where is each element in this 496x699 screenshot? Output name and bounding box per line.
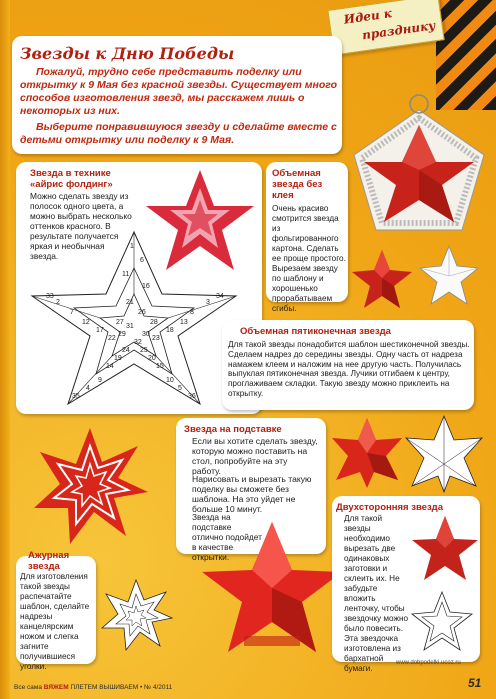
iris-num: 27	[116, 319, 124, 326]
footer-prefix: Все сама	[14, 684, 42, 691]
foil-text: Очень красиво смотрится звезда из фольгированного картона. Сделать ее проще простого. Вырезаем звезду по шаблону и хорошенько прорабатываем сгибы.	[272, 204, 346, 313]
foil-red-star	[350, 248, 414, 310]
iris-num: 23	[152, 335, 160, 342]
iris-num: 19	[114, 355, 122, 362]
tag-line-1: Идеи к	[342, 6, 393, 27]
iris-text: Можно сделать звезду из полосок одного цвета, а можно выбрать несколько оттенков красного. В результате получается яркая и необычная звезда.	[30, 191, 132, 261]
double-heading: Двухсторонняя звезда	[336, 502, 443, 513]
five-point-text: Для такой звезды понадобится шаблон шестиконечной звезды. Сделаем надрез до середины звезды. Одну часть от надреза намажем клеем и наложим на нее другую часть. Получилась выпуклая пятиконечная звезда. Лучики отгибаем к центру, проглаживаем складки. Такую звезду можно приклеить на открытку.	[228, 340, 470, 398]
iris-num: 8	[190, 309, 194, 316]
intro-paragraph-2: Выберите понравившуюся звезду и сделайте вместе с детьми открытку или поделку к 9 Мая.	[20, 121, 337, 146]
foil-white-star	[418, 244, 480, 306]
stand-heading: Звезда на подставке	[184, 424, 282, 435]
intro-text	[20, 66, 340, 147]
iris-num: 5	[178, 385, 182, 392]
iris-num: 34	[216, 293, 224, 300]
iris-num: 15	[156, 363, 164, 370]
iris-num: 25	[140, 347, 148, 354]
iris-num: 7	[70, 309, 74, 316]
stand-star-photo	[196, 518, 346, 668]
page-title: Звезды к Дню Победы	[20, 44, 235, 63]
double-template-star	[410, 590, 474, 652]
iris-num: 10	[166, 377, 174, 384]
six-point-white-star	[404, 414, 484, 494]
iris-template-star	[26, 228, 242, 408]
source-site: www.dobpodelki.ucoz.ru	[396, 660, 461, 666]
intro-paragraph-1: Пожалуй, трудно себе представить поделку или открытку к 9 Мая без красной звезды. Существует много способов изготовления звезд, мы расскажем лишь о некоторых из них.	[20, 66, 337, 117]
iris-num: 21	[126, 299, 134, 306]
page-fold	[0, 0, 10, 699]
openwork-red-star	[30, 426, 150, 546]
iris-num: 28	[150, 319, 158, 326]
iris-num: 4	[86, 385, 90, 392]
footer	[14, 684, 172, 691]
iris-num: 6	[140, 257, 144, 264]
footer-brand: ВЯЖЕМ	[43, 684, 69, 691]
double-text: Для такой звезды необходимо вырезать две одинаковых заготовки и склеить их. Не забудьте вложить ленточку, чтобы звездочку можно было повесить. Эта звездочка изготовлена из бархатной бумаги.	[344, 514, 409, 673]
iris-num: 32	[134, 339, 142, 346]
velvet-star	[410, 514, 480, 584]
iris-num: 1	[130, 243, 134, 250]
iris-num: 29	[118, 331, 126, 338]
medal-star-image	[344, 90, 494, 250]
stand-text-1: Если вы хотите сделать звезду, которую можно поставить на стол, попробуйте на эту работу.	[192, 436, 318, 476]
iris-num: 31	[126, 323, 134, 330]
iris-num: 17	[96, 327, 104, 334]
iris-num: 12	[82, 319, 90, 326]
iris-num: 24	[122, 347, 130, 354]
iris-num: 9	[98, 377, 102, 384]
iris-num: 36	[188, 393, 196, 400]
iris-num: 16	[142, 283, 150, 290]
iris-num: 14	[106, 363, 114, 370]
iris-num: 11	[122, 271, 130, 278]
foil-heading: Объемная звезда без клея	[272, 168, 323, 201]
openwork-heading: Ажурная звезда	[28, 550, 70, 572]
openwork-template-star	[98, 578, 174, 652]
page-number: 51	[468, 676, 482, 690]
stand-text-3: Звезда на подставке отлично подойдет в качестве открытки.	[192, 512, 262, 562]
iris-num: 26	[138, 309, 146, 316]
iris-num: 3	[206, 299, 210, 306]
six-point-red-star	[330, 416, 404, 490]
stand-text-2: Нарисовать и вырезать такую поделку вы сможете без шаблона. На это уйдет не больше 10 минут.	[192, 474, 312, 514]
iris-num: 22	[108, 335, 116, 342]
iris-num: 30	[142, 331, 150, 338]
openwork-text: Для изготовления такой звезды распечатайте шаблон, сделайте надрезы канцелярским ножом и слегка загните получившиеся уголки.	[20, 572, 90, 671]
iris-num: 33	[46, 293, 54, 300]
iris-heading: Звезда в технике «айрис фолдинг»	[30, 168, 113, 190]
five-point-heading: Объемная пятиконечная звезда	[240, 326, 391, 337]
iris-num: 2	[56, 299, 60, 306]
tag-line-2: празднику	[361, 18, 437, 43]
footer-rest: ПЛЕТЕМ ВЫШИВАЕМ • № 4/2011	[70, 684, 173, 691]
iris-num: 18	[166, 327, 174, 334]
iris-num: 20	[148, 355, 156, 362]
iris-num: 13	[180, 319, 188, 326]
iris-num: 35	[72, 393, 80, 400]
